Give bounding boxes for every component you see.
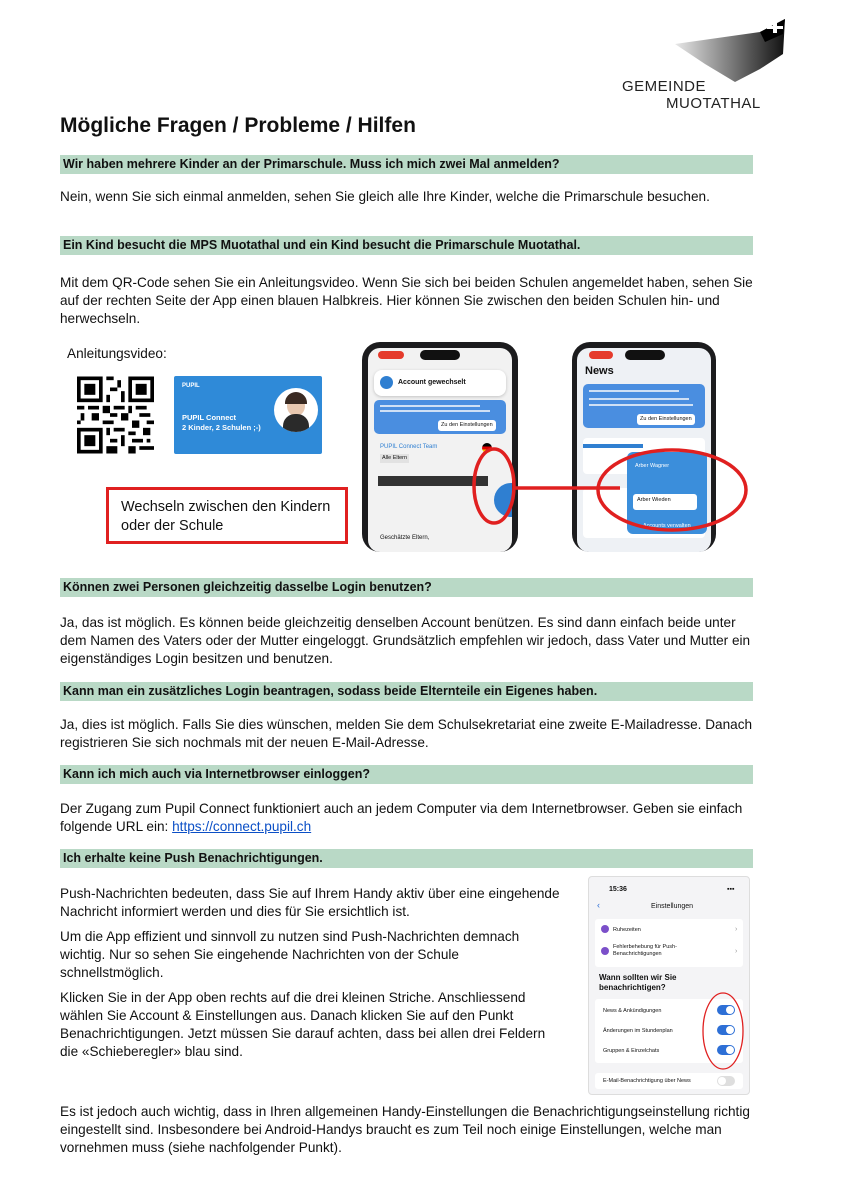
annotation-circle-toggles (697, 989, 747, 1073)
push-paragraph-4: Es ist jedoch auch wichtig, dass in Ihren allgemeinen Handy-Einstellungen die Benachrichtigungseinstellung richtig eingestellt sind. Insbesondere bei Android-Handys braucht es zum Teil noch einige Einstellungen, welche man vornehmen muss (siehe nachfolgender Punkt). (60, 1104, 750, 1155)
news-header: News (585, 365, 614, 377)
account-menu-popup: Arber Wagner Arber Wieden Accounts verwalten (627, 452, 707, 534)
question-heading-6: Ich erhalte keine Push Benachrichtigungen. (60, 849, 753, 868)
notify-question: Wann sollten wir Sie benachrichtigen? (599, 973, 677, 992)
annotation-box: Wechseln zwischen den Kindern oder der Schule (106, 487, 348, 544)
back-chevron-icon[interactable]: ‹ (597, 900, 600, 910)
app-screenshot-account-switch: Account gewechselt Zu den Einstellungen PUPIL Connect Team Alle Eltern Geschätzte Eltern, (362, 342, 518, 552)
settings-screenshot: 15:36 ▪▪▪ ‹ Einstellungen Ruhezeiten › Fehlerbehebung für Push-Benachrichtigungen › Wann sollten wir Sie benachrichtigen? News & Ankündigungen Änderungen im Stundenplan Gruppen & Einzelchats E-Mail-Benachrichtigung über News (588, 876, 750, 1095)
pupil-logo-text: PUPIL (182, 383, 200, 389)
question-heading-4: Kann man ein zusätzliches Login beantragen, sodass beide Elternteile ein Eigenes haben. (60, 682, 753, 701)
answer-text-5: Der Zugang zum Pupil Connect funktioniert auch an jedem Computer via dem Internetbrowser. Geben sie einfach folgende URL ein: https://connect.pupil.ch (60, 801, 743, 834)
logo-text-line2: MUOTATHAL (666, 95, 761, 112)
tile-subtitle: 2 Kinder, 2 Schulen ;-) (182, 423, 261, 432)
push-paragraph-3: Klicken Sie in der App oben rechts auf die drei kleinen Striche. Anschliessend wählen Sie Account & Einstellungen aus. Danach klicken Sie auf den Punkt Benachrichtigungen. Jetzt müssen Sie darauf achten, dass bei allen drei Feldern die «Schieberegler» blau sind. (60, 990, 546, 1059)
answer-text-4: Ja, dies ist möglich. Falls Sie dies wünschen, melden Sie dem Schulsekretariat eine zweite E-Mailadresse. Danach registrieren Sie sich nochmals mit der neuen E-Mail-Adresse. (60, 717, 753, 750)
annotation-circle-small (474, 449, 514, 523)
logo-text-line1: GEMEINDE (622, 78, 707, 95)
question-heading-5: Kann ich mich auch via Internetbrowser einloggen? (60, 765, 753, 784)
tile-title: PUPIL Connect (182, 413, 237, 422)
toggle-email[interactable] (717, 1076, 735, 1086)
account-switched-banner: Account gewechselt (374, 370, 506, 396)
bell-icon (601, 947, 609, 955)
annotation-arrows (450, 410, 770, 540)
answer-text-1: Nein, wenn Sie sich einmal anmelden, sehen Sie gleich alle Ihre Kinder, welche die Primarschule besuchen. (60, 189, 710, 204)
video-label: Anleitungsvideo: (67, 346, 167, 361)
question-heading-1: Wir haben mehrere Kinder an der Primarschule. Muss ich mich zwei Mal anmelden? (60, 155, 753, 174)
info-card: Zu den Einstellungen (583, 384, 705, 428)
video-thumbnail[interactable] (174, 376, 322, 454)
settings-title: Einstellungen (651, 903, 694, 910)
municipality-logo (620, 14, 790, 114)
qr-code[interactable] (77, 376, 154, 454)
moon-icon (601, 925, 609, 933)
push-paragraph-1: Push-Nachrichten bedeuten, dass Sie auf Ihrem Handy aktiv über eine eingehende Nachricht informiert werden und dies für Sie ersichtlich ist. (60, 886, 560, 919)
answer-text-3: Ja, das ist möglich. Es können beide gleichzeitig denselben Account benützen. Es sind dann einfach beide unter dem Namen des Vaters oder der Mutter eingeloggt. Grundsätzlich empfehlen wir jedoch, dass Vater und Mutter ein eigenständiges Login besitzen und benutzen. (60, 615, 751, 666)
question-heading-3: Können zwei Personen gleichzeitig dasselbe Login benutzen? (60, 578, 753, 597)
answer-text-2: Mit dem QR-Code sehen Sie ein Anleitungsvideo. Wenn Sie sich bei beiden Schulen angemeldet haben, sehen Sie auf der rechten Seite der App einen blauen Halbkreis. Hier können Sie zwischen den beiden Schulen hin- und herwechseln. (60, 275, 753, 326)
answer-text-7 (60, 1103, 753, 1164)
logo-mountain-graphic (665, 14, 790, 84)
question-heading-2: Ein Kind besucht die MPS Muotathal und ein Kind besucht die Primarschule Muotathal. (60, 236, 753, 255)
answer-text-6 (60, 885, 560, 1068)
info-card: Zu den Einstellungen (374, 400, 506, 434)
push-paragraph-2: Um die App effizient und sinnvoll zu nutzen sind Push-Nachrichten demnach wichtig. Nur so sehen Sie eingehende Nachrichten von der Schule schnellstmöglich. (60, 929, 520, 980)
annotation-circle-large (598, 450, 746, 530)
page-title: Mögliche Fragen / Probleme / Hilfen (60, 114, 416, 137)
pupil-connect-url-link[interactable]: https://connect.pupil.ch (172, 819, 312, 834)
presenter-portrait (274, 388, 318, 432)
